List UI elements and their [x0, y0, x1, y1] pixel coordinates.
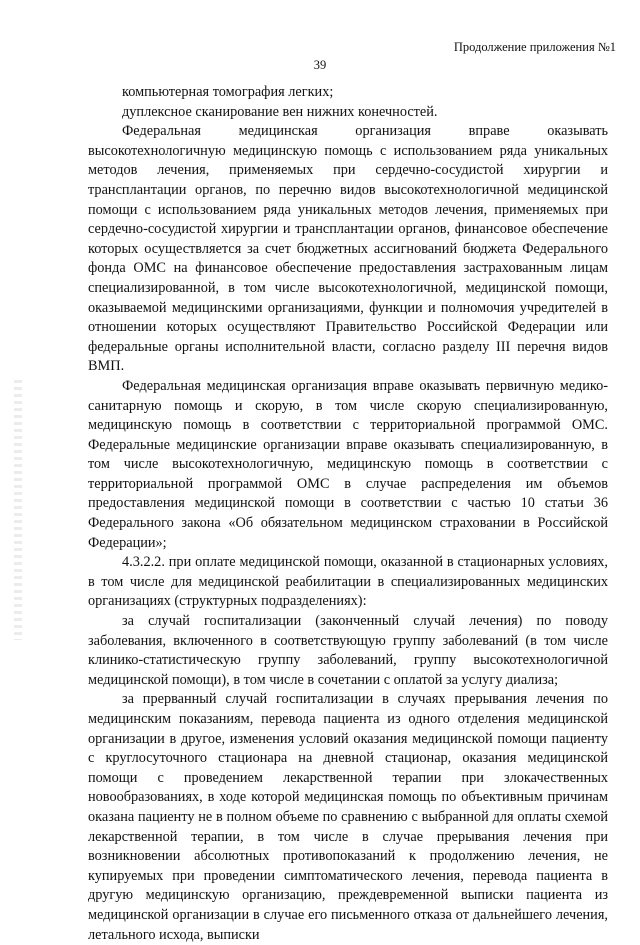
- paragraph: дуплексное сканирование вен нижних конечностей.: [122, 103, 438, 120]
- page-number: 39: [313, 58, 327, 72]
- paragraph: компьютерная томография легких;: [122, 84, 334, 100]
- paragraph: за случай госпитализации (законченный случай лечения) по поводу заболевания, включенного в соответствующую группу заболеваний (в том числе клинико-статистическую группу заболеваний, группу высокотехнологичной медицинской помощи), в том числе в сочетании с оплатой за услугу диализа;: [88, 613, 608, 688]
- document-body: [88, 83, 608, 945]
- paragraph: 4.3.2.2. при оплате медицинской помощи, оказанной в стационарных условиях, в том числе для медицинской реабилитации в специализированных медицинских организациях (структурных подразделениях):: [88, 554, 608, 610]
- paragraph: Федеральная медицинская организация вправе оказывать первичную медико-санитарную помощь и скорую, в том числе скорую специализированную, медицинскую помощь в соответствии с территориальной программой ОМС. Федеральные медицинские организации вправе оказывать специализированную, в том числе высокотехнологичную, медицинскую помощь в соответствии с территориальной программой ОМС в случае распределения им объемов предоставления медицинской помощи в соответствии с частью 10 статьи 36 Федерального закона «Об обязательном медицинском страховании в Российской Федерации»;: [88, 377, 608, 551]
- margin-stamp: [14, 380, 22, 640]
- paragraph: Федеральная медицинская организация вправе оказывать высокотехнологичную медицинскую помощь с использованием ряда уникальных методов лечения, применяемых при сердечно-сосудистой хирургии и трансплантации органов, по перечню видов высокотехнологичной медицинской помощи с использованием ряда уникальных методов лечения, применяемых при сердечно-сосудистой хирургии и трансплантации органов, финансовое обеспечение которых осуществляется за счет бюджетных ассигнований бюджета Федерального фонда ОМС на финансовое обеспечение предоставления застрахованным лицам специализированной, в том числе высокотехнологичной, медицинской помощи, оказываемой медицинскими организациями, функции и полномочия учредителей в отношении которых осуществляют Правительство Российской Федерации или федеральные органы исполнительной власти, согласно разделу III перечня видов ВМП.: [88, 123, 608, 375]
- appendix-continuation-note: Продолжение приложения №1: [453, 40, 616, 54]
- paragraph: за прерванный случай госпитализации в случаях прерывания лечения по медицинским показаниям, перевода пациента из одного отделения медицинской организации в другое, изменения условий оказания медицинской помощи пациенту с круглосуточного стационара на дневной стационар, оказания медицинской помощи с проведением лекарственной терапии при злокачественных новообразованиях, в ходе которой медицинская помощь по объективным причинам оказана пациенту не в полном объеме по сравнению с выбранной для оплаты схемой лекарственной терапии, в том числе в случае прерывания лечения при возникновении абсолютных противопоказаний к продолжению лечения, не купируемых при проведении симптоматического лечения, перевода пациента в другую медицинскую организацию, преждевременной выписки пациента из медицинской организации в случае его письменного отказа от дальнейшего лечения, летального исхода, выписки: [88, 691, 608, 943]
